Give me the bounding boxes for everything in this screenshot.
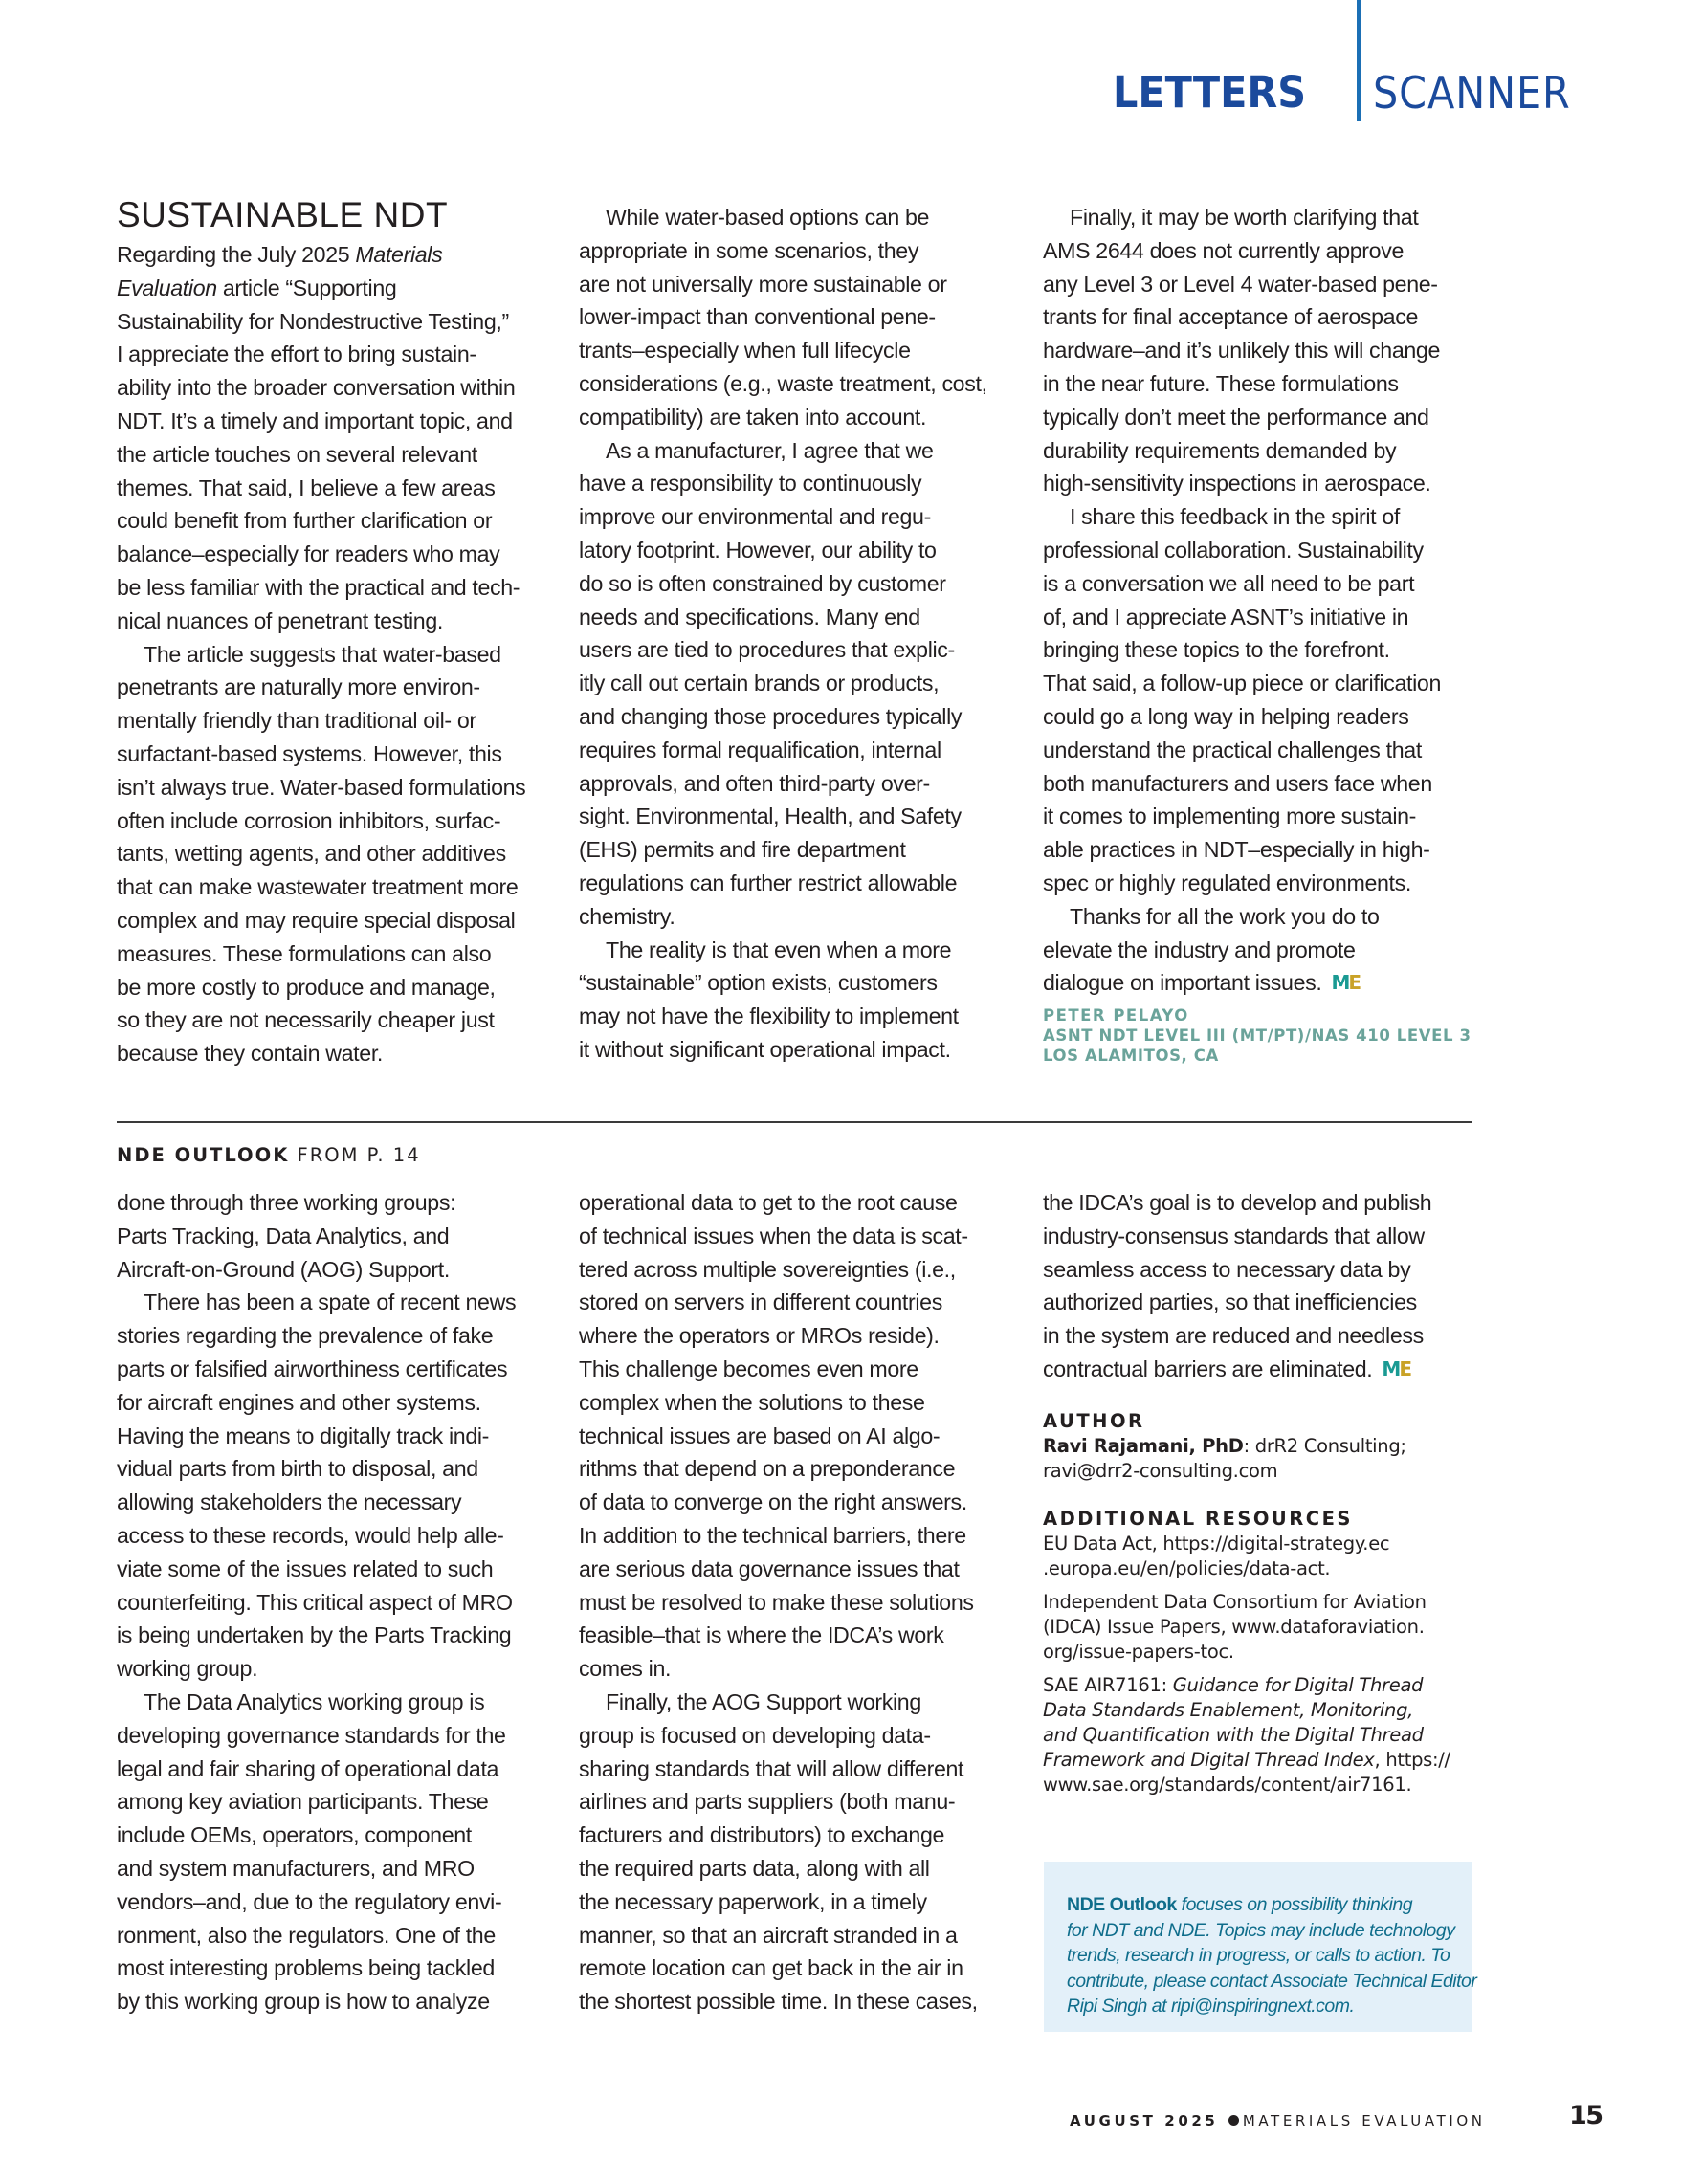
article-paragraph: There has been a spate of recent news stories regarding the prevalence of fake parts or falsified airworthiness certificates for aircraft engines and other systems. Having the means to digitally track indi- vidual parts from birth to disposal, and allowing stakeholders the necessary access to these records, would help alle- viate some of the issues related to such counterfeiting. This critical aspect of MRO is being undertaken by the Parts Tracking working group. <box>117 1290 517 1682</box>
outlook-column-3 <box>1043 1186 1469 1806</box>
letter-column-1 <box>117 196 542 1070</box>
author-block <box>1043 1409 1469 1484</box>
article-paragraph: done through three working groups: Parts Tracking, Data Analytics, and Aircraft-on-Ground (AOG) Support. <box>117 1190 456 1282</box>
letter-paragraph: Regarding the July 2025 Materials Evaluation article “Supporting Sustainability for Nondestructive Testing,” I appreciate the effort to bring sustain- ability into the broader conversation within NDT. It’s a timely and important topic, and the article touches on several relevant themes. That said, I believe a few areas could benefit from further clarification or balance–especially for readers who may be less familiar with the practical and tech- nical nuances of penetrant testing. <box>117 242 520 633</box>
article-paragraph: The Data Analytics working group is developing governance standards for the legal and fair sharing of operational data among key aviation participants. These include OEMs, operators, component and system manufacturers, and MRO vendors–and, due to the regulatory envi- ronment, also the regulators. One of the most interesting problems being tackled by this working group is how to analyze <box>117 1688 506 2015</box>
signature-credential: ASNT NDT LEVEL III (MT/PT)/NAS 410 LEVEL 3 <box>1043 1026 1472 1046</box>
publication-title: MATERIALS EVALUATION <box>1242 2112 1486 2129</box>
issue-date: AUGUST 2025 <box>1070 2112 1219 2129</box>
outlook-column-1 <box>117 1186 542 2019</box>
letter-paragraph: While water-based options can be appropriate in some scenarios, they are not universally more sustainable or lower-impact than conventional pene- trants–especially when full lifecycle considerations (e.g., waste treatment, cost, compatibility) are taken into account. <box>579 205 987 430</box>
letter-signature <box>1043 1005 1472 1066</box>
outlook-column-2 <box>579 1186 1005 2019</box>
article-paragraph: the IDCA’s goal is to develop and publish industry-consensus standards that allow seamless access to necessary data by authorized parties, so that inefficiencies in the system are reduced and needless contractual barriers are eliminated. ME <box>1043 1190 1432 1381</box>
page-footer <box>1070 2112 1486 2129</box>
me-end-mark-icon: ME <box>1382 1357 1410 1380</box>
resources-heading: ADDITIONAL RESOURCES <box>1043 1507 1353 1530</box>
author-email[interactable]: ravi@drr2-consulting.com <box>1043 1459 1278 1482</box>
signature-name: PETER PELAYO <box>1043 1006 1189 1026</box>
callout-lead: NDE Outlook <box>1067 1894 1177 1915</box>
letter-paragraph: As a manufacturer, I agree that we have a responsibility to continuously improve our environmental and regu- latory footprint. However, our ability to do so is often constrained by customer needs and specifications. Many end users are tied to procedures that explic- itly call out certain brands or products, and changing those procedures typically requires formal requalification, internal approvals, and often third-party over- sight. Environmental, Health, and Safety (EHS) permits and fire department regulations can further restrict allowable chemistry. <box>579 437 963 929</box>
bullet-icon <box>1228 2115 1239 2126</box>
resource-item: EU Data Act, https://digital-strategy.ec .europa.eu/en/policies/data-act. <box>1043 1532 1390 1579</box>
additional-resources <box>1043 1507 1469 1798</box>
letter-column-3 <box>1043 201 1472 1066</box>
letter-paragraph: Thanks for all the work you do to elevate the industry and promote dialogue on important issues. ME <box>1043 903 1380 996</box>
author-affiliation: : drR2 Consulting; <box>1243 1434 1406 1457</box>
signature-location: LOS ALAMITOS, CA <box>1043 1047 1219 1066</box>
page-header <box>0 0 1682 124</box>
header-divider <box>1357 0 1361 121</box>
article-paragraph: Finally, the AOG Support working group is focused on developing data- sharing standards that will allow different airlines and parts suppliers (both manu- facturers and distributors) to exchange the required parts data, along with all the necessary paperwork, in a timely manner, so that an aircraft stranded in a remote location can get back in the air in the shortest possible time. In these cases, <box>579 1688 978 2015</box>
page-number: 15 <box>1569 2101 1603 2130</box>
letter-paragraph: I share this feedback in the spirit of professional collaboration. Sustainability is a conversation we all need to be part of, and I appreciate ASNT’s initiative in bringing these topics to the forefront. That said, a follow-up piece or clarification could go a long way in helping readers understand the practical challenges that both manufacturers and users face when it comes to implementing more sustain- able practices in NDT–especially in high- spec or highly regulated environments. <box>1043 504 1442 895</box>
subsection-title: SCANNER <box>1373 67 1571 119</box>
letter-paragraph: The reality is that even when a more “sustainable” option exists, customers may not have the flexibility to implement it without significant operational impact. <box>579 937 959 1062</box>
publication-name: Evaluation <box>117 275 217 300</box>
letter-column-2 <box>579 201 1005 1067</box>
letter-paragraph: The article suggests that water-based penetrants are naturally more environ- mentally friendly than traditional oil- or surfactant-based systems. However, this isn’t always true. Water-based formulations often include corrosion inhibitors, surfac- tants, wetting agents, and other additives that can make wastewater treatment more complex and may require special disposal measures. These formulations can also be more costly to produce and manage, so they are not necessarily cheaper just because they contain water. <box>117 641 526 1067</box>
section-title: LETTERS <box>1113 67 1307 118</box>
section-divider <box>117 1121 1472 1123</box>
publication-name: Materials <box>355 242 443 267</box>
letter-paragraph: Finally, it may be worth clarifying that AMS 2644 does not currently approve any Level 3 or Level 4 water-based pene- trants for final acceptance of aerospace hardware–and it’s unlikely this will change in the near future. These formulations typically don’t meet the performance and durability requirements demanded by high-sensitivity inspections in aerospace. <box>1043 205 1441 496</box>
letter-title: SUSTAINABLE NDT <box>117 195 449 234</box>
me-end-mark-icon: ME <box>1331 971 1361 995</box>
author-heading: AUTHOR <box>1043 1409 1145 1432</box>
continued-section-label: NDE OUTLOOK FROM P. 14 <box>117 1144 421 1166</box>
nde-outlook-callout: NDE Outlook focuses on possibility thinking for NDT and NDE. Topics may include technology trends, research in progress, or calls to action. To contribute, please contact Associate Technical Editor Ripi Singh at ripi@inspiringnext.com. <box>1044 1862 1472 2032</box>
author-name: Ravi Rajamani, PhD <box>1043 1434 1244 1457</box>
resource-item: Independent Data Consortium for Aviation (IDCA) Issue Papers, www.dataforaviation. org/issue-papers-toc. <box>1043 1590 1427 1663</box>
resource-item: SAE AIR7161: Guidance for Digital Thread Data Standards Enablement, Monitoring, and Quantification with the Digital Thread Framework and Digital Thread Index, https:// www.sae.org/standards/content/air7161. <box>1043 1673 1450 1796</box>
article-paragraph: operational data to get to the root cause of technical issues when the data is scat- tered across multiple sovereignties (i.e., stored on servers in different countries where the operators or MROs reside). This challenge becomes even more complex when the solutions to these technical issues are based on AI algo- rithms that depend on a preponderance of data to converge on the right answers. In addition to the technical barriers, there are serious data governance issues that must be resolved to make these solutions feasible–that is where the IDCA’s work comes in. <box>579 1190 974 1682</box>
